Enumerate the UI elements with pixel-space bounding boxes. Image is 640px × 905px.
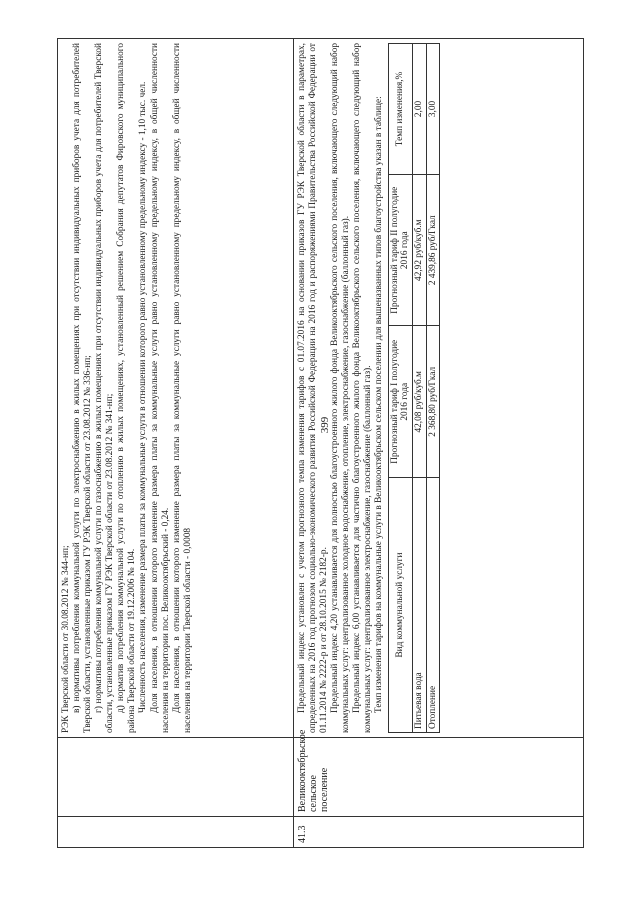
header-tariff-h1: Прогнозный тариф I полугодие 2016 года <box>388 326 412 478</box>
service-name: Питьевая вода <box>412 478 426 733</box>
row-number: 41.3 <box>294 817 584 848</box>
continuation-line: г) нормативы потребления коммунальной услуги по газоснабжению в жилых помещениях при отсутствии индивидуальных приборов учета для потребителей Тверской области, установленные приказом ГУ РЭК Тверской области от 23.08.2012 № 341-нп; <box>94 43 116 733</box>
header-change-rate: Темп изменения,% <box>388 44 412 175</box>
page-number: 399 <box>319 416 331 434</box>
change-rate: 2,00 <box>412 44 426 175</box>
continuation-line: д) норматив потребления коммунальной услуги по отоплению в жилых помещениях, установленный решением Собрания депутатов Фировского муниципального района Тверской области от 19.12.2006 № 104. <box>116 43 138 733</box>
settlement-body-cell <box>294 39 584 738</box>
header-tariff-h2: Прогнозный тариф II полугодие 2016 года <box>388 174 412 326</box>
continuation-row <box>58 39 294 848</box>
continuation-line: в) нормативы потребления коммунальной услуги по электроснабжению в жилых помещениях при отсутствии индивидуальных приборов учета для потребителей Тверской области, установленные приказом ГУ РЭК Тверской области от 23.08.2012 № 336-нп; <box>72 43 94 733</box>
settlement-name: Великооктябрьское сельское поселение <box>294 738 584 817</box>
service-name: Отопление <box>426 478 440 733</box>
index-paragraph: Предельный индекс 6,00 устанавливается для частично благоустроенного жилого фонда Великооктябрьского сельского поселения, включающего следующий набор коммунальных услуг: централизованное электроснабжение, газоснабжение (баллонный газ). <box>352 43 374 733</box>
table-row <box>426 44 440 733</box>
tariff-h1: 2 368,80 руб/Гкал <box>426 326 440 478</box>
index-paragraph: Предельный индекс 4,20 устанавливается для полностью благоустроенного жилого фонда Великооктябрьского сельского поселения, включающего следующий набор коммунальных услуг: централизованное холодное водоснабжение, отопление, электроснабжение, газоснабжение (баллонный газ). <box>330 43 352 733</box>
table-row <box>412 44 426 733</box>
tariff-h2: 42,92 руб/куб.м <box>412 174 426 326</box>
continuation-name-cell <box>58 738 294 817</box>
tariff-header-row <box>388 44 412 733</box>
tariff-h1: 42,08 руб/куб.м <box>412 326 426 478</box>
continuation-line: Доля населения, в отношении которого изменение размера платы за коммунальные услуги равно установленному предельному индексу, в общей численности населения на территории пос. Великооктябрьский - 0,24. <box>149 43 171 733</box>
continuation-line: Численность населения, изменение размера платы за коммунальные услуги в отношении которого равно установленному предельному индексу - 1,10 тыс. чел. <box>138 81 149 713</box>
tariff-h2: 2 439,86 руб/Гкал <box>426 174 440 326</box>
index-paragraph: Темп изменения тарифов на коммунальные услуги в Великооктябрьском сельском поселении для вышеназванных типов благоустройства указан в таблице: <box>374 96 385 713</box>
continuation-line: Доля населения, в отношении которого изменение размера платы за коммунальные услуги равно установленному предельному индексу, в общей численности населения на территории Тверской области - 0,0008 <box>171 43 193 733</box>
rotated-table-page <box>57 38 584 848</box>
header-service: Вид коммунальной услуги <box>388 478 412 733</box>
settlement-row <box>294 39 584 848</box>
continuation-body-cell <box>58 39 294 738</box>
continuation-number-cell <box>58 817 294 848</box>
change-rate: 3,00 <box>426 44 440 175</box>
tariff-change-table <box>388 43 441 733</box>
index-paragraph: Предельный индекс установлен с учетом прогнозного темпа изменения тарифов с 01.07.2016 на основании приказов ГУ РЭК Тверской области в параметрах, определенных на 2016 год прогнозом социально-экономического развития Российской Федерации на 2016 год и распоряжениями Правительства Российской Федерации от 01.11.2014 № 2222-р и от 28.10.2015 № 2182-р. <box>297 43 330 733</box>
tariff-index-table <box>57 38 584 848</box>
continuation-line: РЭК Тверской области от 30.08.2012 № 344-нп; <box>61 545 71 733</box>
